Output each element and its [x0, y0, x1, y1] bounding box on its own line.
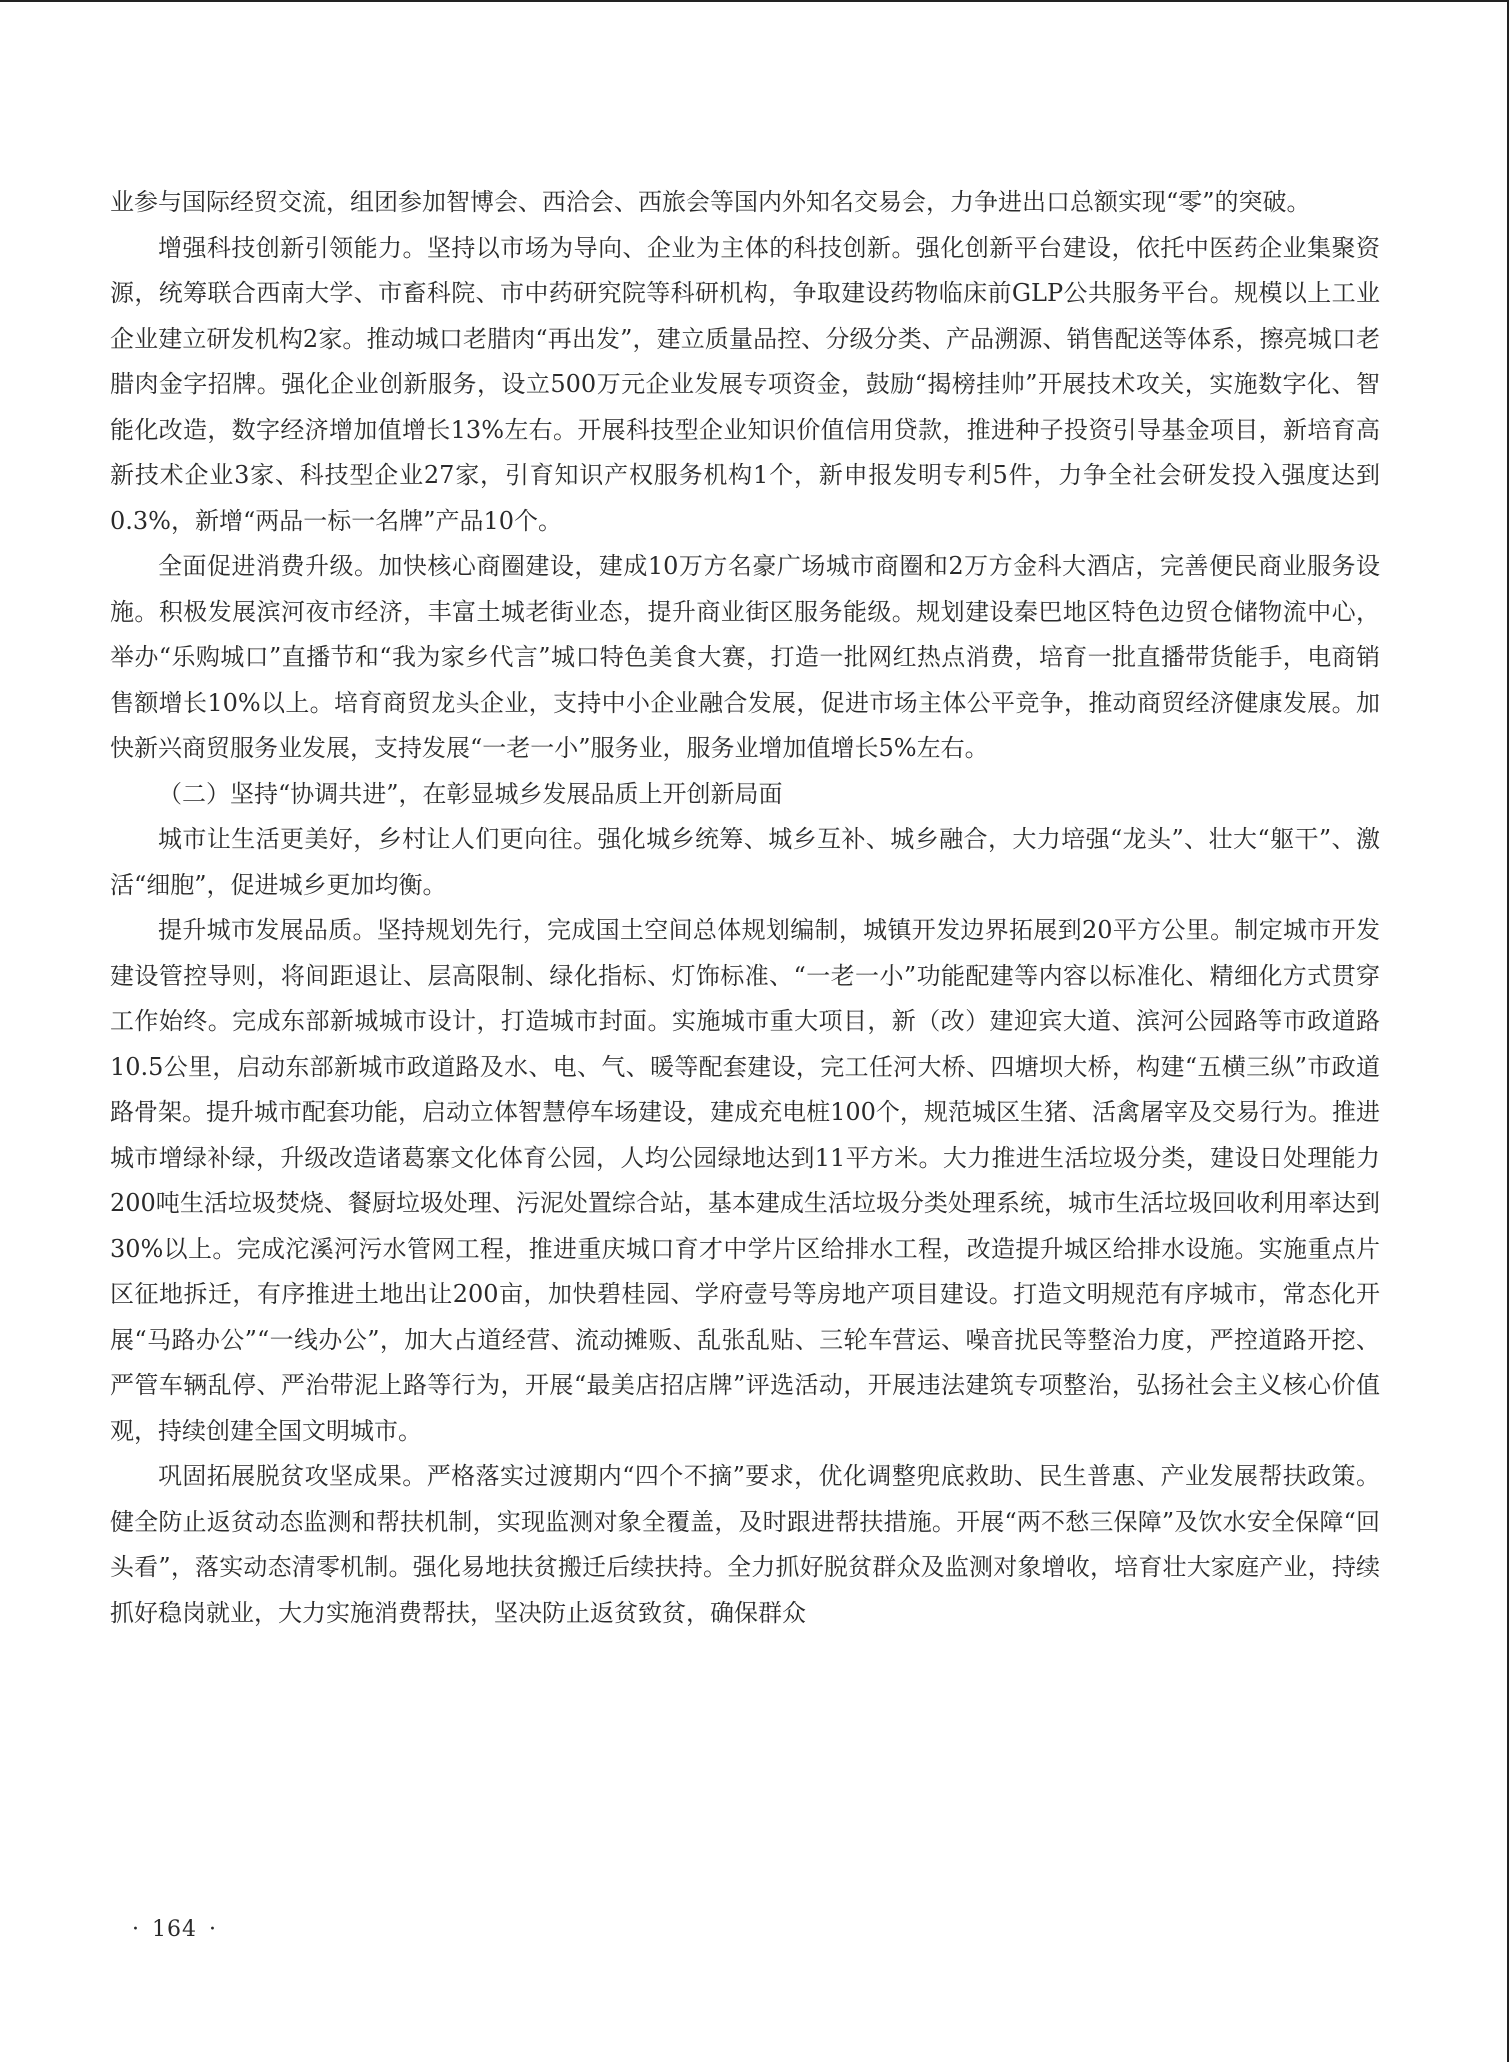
paragraph-poverty-alleviation: 巩固拓展脱贫攻坚成果。严格落实过渡期内“四个不摘”要求，优化调整兜底救助、民生普惠、产业发展帮扶政策。健全防止返贫动态监测和帮扶机制，实现监测对象全覆盖，及时跟进帮扶措施。开展“两不愁三保障”及饮水安全保障“回头看”，落实动态清零机制。强化易地扶贫搬迁后续扶持。全力抓好脱贫群众及监测对象增收，培育壮大家庭产业，持续抓好稳岗就业，大力实施消费帮扶，坚决防止返贫致贫，确保群众 [110, 1462, 1380, 1627]
paragraph-urban-rural: 城市让生活更美好，乡村让人们更向往。强化城乡统筹、城乡互补、城乡融合，大力培强“龙头”、壮大“躯干”、激活“细胞”，促进城乡更加均衡。 [110, 825, 1380, 899]
section-heading: （二）坚持“协调共进”，在彰显城乡发展品质上开创新局面 [158, 779, 783, 808]
paragraph-continuation: 业参与国际经贸交流，组团参加智博会、西洽会、西旅会等国内外知名交易会，力争进出口总额实现“零”的突破。 [110, 188, 1311, 216]
page-footer [120, 1917, 229, 1942]
paragraph-city-quality: 提升城市发展品质。坚持规划先行，完成国土空间总体规划编制，城镇开发边界拓展到20平方公里。制定城市开发建设管控导则，将间距退让、层高限制、绿化指标、灯饰标准、“一老一小”功能配建等内容以标准化、精细化方式贯穿工作始终。完成东部新城城市设计，打造城市封面。实施城市重大项目，新（改）建迎宾大道、滨河公园路等市政道路10.5公里，启动东部新城市政道路及水、电、气、暖等配套建设，完工任河大桥、四塘坝大桥，构建“五横三纵”市政道路骨架。提升城市配套功能，启动立体智慧停车场建设，建成充电桩100个，规范城区生猪、活禽屠宰及交易行为。推进城市增绿补绿，升级改造诸葛寨文化体育公园，人均公园绿地达到11平方米。大力推进生活垃圾分类，建设日处理能力200吨生活垃圾焚烧、餐厨垃圾处理、污泥处置综合站，基本建成生活垃圾分类处理系统，城市生活垃圾回收利用率达到30%以上。完成沱溪河污水管网工程，推进重庆城口育才中学片区给排水工程，改造提升城区给排水设施。实施重点片区征地拆迁，有序推进土地出让200亩，加快碧桂园、学府壹号等房地产项目建设。打造文明规范有序城市，常态化开展“马路办公”“一线办公”，加大占道经营、流动摊贩、乱张乱贴、三轮车营运、噪音扰民等整治力度，严控道路开挖、严管车辆乱停、严治带泥上路等行为，开展“最美店招店牌”评选活动，开展违法建筑专项整治，弘扬社会主义核心价值观，持续创建全国文明城市。 [110, 916, 1380, 1445]
footer-dot-right: · [209, 1917, 217, 1942]
footer-dot-left: · [132, 1917, 140, 1942]
paragraph-consumption-upgrade: 全面促进消费升级。加快核心商圈建设，建成10万方名豪广场城市商圈和2万方金科大酒店，完善便民商业服务设施。积极发展滨河夜市经济，丰富土城老街业态，提升商业街区服务能级。规划建设秦巴地区特色边贸仓储物流中心，举办“乐购城口”直播节和“我为家乡代言”城口特色美食大赛，打造一批网红热点消费，培育一批直播带货能手，电商销售额增长10%以上。培育商贸龙头企业，支持中小企业融合发展，促进市场主体公平竞争，推动商贸经济健康发展。加快新兴商贸服务业发展，支持发展“一老一小”服务业，服务业增加值增长5%左右。 [110, 552, 1380, 762]
page-number: 164 [152, 1917, 197, 1942]
paragraph-tech-innovation: 增强科技创新引领能力。坚持以市场为导向、企业为主体的科技创新。强化创新平台建设，依托中医药企业集聚资源，统筹联合西南大学、市畜科院、市中药研究院等科研机构，争取建设药物临床前GLP公共服务平台。规模以上工业企业建立研发机构2家。推动城口老腊肉“再出发”，建立质量品控、分级分类、产品溯源、销售配送等体系，擦亮城口老腊肉金字招牌。强化企业创新服务，设立500万元企业发展专项资金，鼓励“揭榜挂帅”开展技术攻关，实施数字化、智能化改造，数字经济增加值增长13%左右。开展科技型企业知识价值信用贷款，推进种子投资引导基金项目，新培育高新技术企业3家、科技型企业27家，引育知识产权服务机构1个，新申报发明专利5件，力争全社会研发投入强度达到0.3%，新增“两品一标一名牌”产品10个。 [110, 233, 1380, 535]
body-text [110, 180, 1380, 1636]
